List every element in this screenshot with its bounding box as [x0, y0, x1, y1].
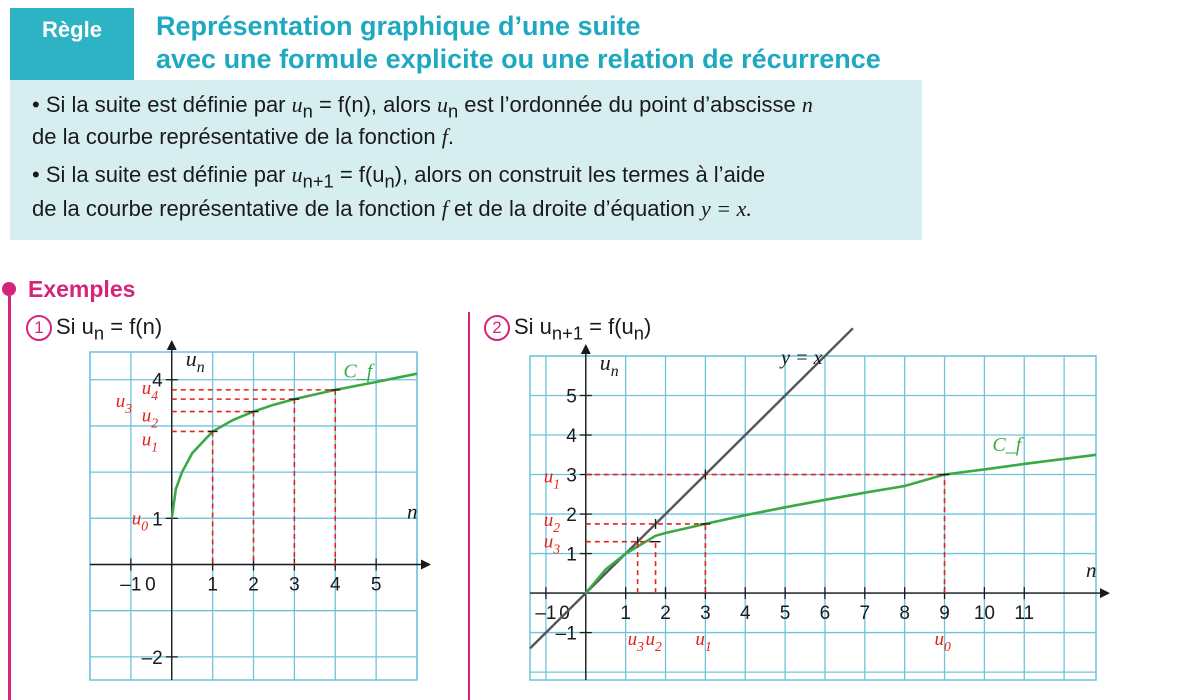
y-tick-label: –1: [555, 623, 577, 645]
example-2-label: 2 Si $u_{n+1} = f(u_n)$: [484, 314, 651, 344]
x-term-label-u1: $u_1$: [695, 629, 712, 655]
x-tick-label: 8: [899, 603, 910, 625]
y-tick-label: 3: [566, 465, 577, 487]
x-tick-label: 3: [289, 574, 300, 596]
y-tick-label: 2: [566, 505, 577, 527]
example-1-label: 1 Si $u_n = f(n)$: [26, 314, 162, 344]
x-tick-label: 7: [859, 603, 871, 625]
x-tick-label: 1: [620, 603, 631, 625]
x-tick-label: 2: [660, 603, 671, 625]
y-term-label-u3: $u_3$: [543, 531, 561, 557]
term-label-u3: $u_3$: [115, 391, 133, 417]
x-tick-label: 1: [207, 574, 218, 596]
y-tick-label: 1: [566, 544, 577, 566]
rule-line-3: • Si la suite est définie par $u_{n+1} = f(u_n)$, alors on construit les termes à l’aide: [32, 162, 766, 192]
y-term-label-u2: $u_2$: [543, 509, 561, 535]
rule-badge: Règle: [10, 8, 134, 80]
y-tick-label: 4: [566, 426, 577, 448]
rule-line-1: • Si la suite est définie par $u_n = f(n)$, alors $u_n$ est l’ordonnée du point d’abscisse n: [32, 92, 813, 122]
term-label-u2: $u_2$: [141, 405, 159, 431]
x-tick-label: 5: [370, 574, 382, 596]
x-tick-label: –1: [535, 603, 557, 625]
example-1-number: 1: [26, 315, 52, 341]
x-tick-label: 10: [973, 603, 995, 625]
x-tick-label: 2: [248, 574, 259, 596]
y-tick-label: 5: [566, 386, 577, 408]
rule-title-line1: Représentation graphique d’une suite: [156, 11, 641, 41]
x-axis-title: n: [407, 499, 418, 524]
y-tick-label: 1: [152, 509, 163, 531]
x-tick-label: 6: [819, 603, 831, 625]
term-label-u4: $u_4$: [141, 377, 159, 403]
example-2-number: 2: [484, 315, 510, 341]
examples-title: Exemples: [28, 276, 136, 302]
curve-label: C_f: [343, 360, 373, 383]
origin-label: 0: [145, 574, 156, 596]
y-tick-label: –2: [141, 647, 163, 669]
line-y-equals-x: [530, 328, 853, 648]
x-term-label-u2: $u_2$: [645, 629, 662, 655]
x-axis-title: n: [1086, 558, 1097, 583]
x-term-label-u3: $u_3$: [627, 629, 644, 655]
rule-line-4: de la courbe représentative de la fonction f et de la droite d’équation y = x.: [32, 196, 752, 221]
y-axis-arrow: [581, 344, 591, 354]
y-axis-title: $u_n$: [599, 350, 619, 380]
x-axis-arrow: [1100, 588, 1110, 598]
y-term-label-u1: $u_1$: [543, 466, 561, 492]
term-label-u0: $u_0$: [131, 508, 149, 534]
rule-title-line2: avec une formule explicite ou une relation de récurrence: [156, 44, 881, 74]
x-tick-label: 3: [700, 603, 711, 625]
x-tick-label: 9: [939, 603, 950, 625]
curve-label: C_f: [992, 433, 1022, 456]
x-tick-label: 5: [779, 603, 791, 625]
x-tick-label: 11: [1014, 603, 1035, 625]
line-label: y = x: [781, 346, 823, 369]
term-label-u1: $u_1$: [141, 429, 159, 455]
y-axis-title: $u_n$: [185, 346, 205, 376]
rule-line-2: de la courbe représentative de la fonction f.: [32, 124, 454, 149]
x-term-label-u0: $u_0$: [934, 629, 951, 655]
origin-label: 0: [559, 603, 570, 625]
x-tick-label: 4: [329, 574, 341, 596]
x-tick-label: –1: [120, 574, 142, 596]
y-tick-label: 4: [152, 370, 163, 392]
x-tick-label: 4: [739, 603, 751, 625]
grid-frame: [530, 356, 1096, 680]
